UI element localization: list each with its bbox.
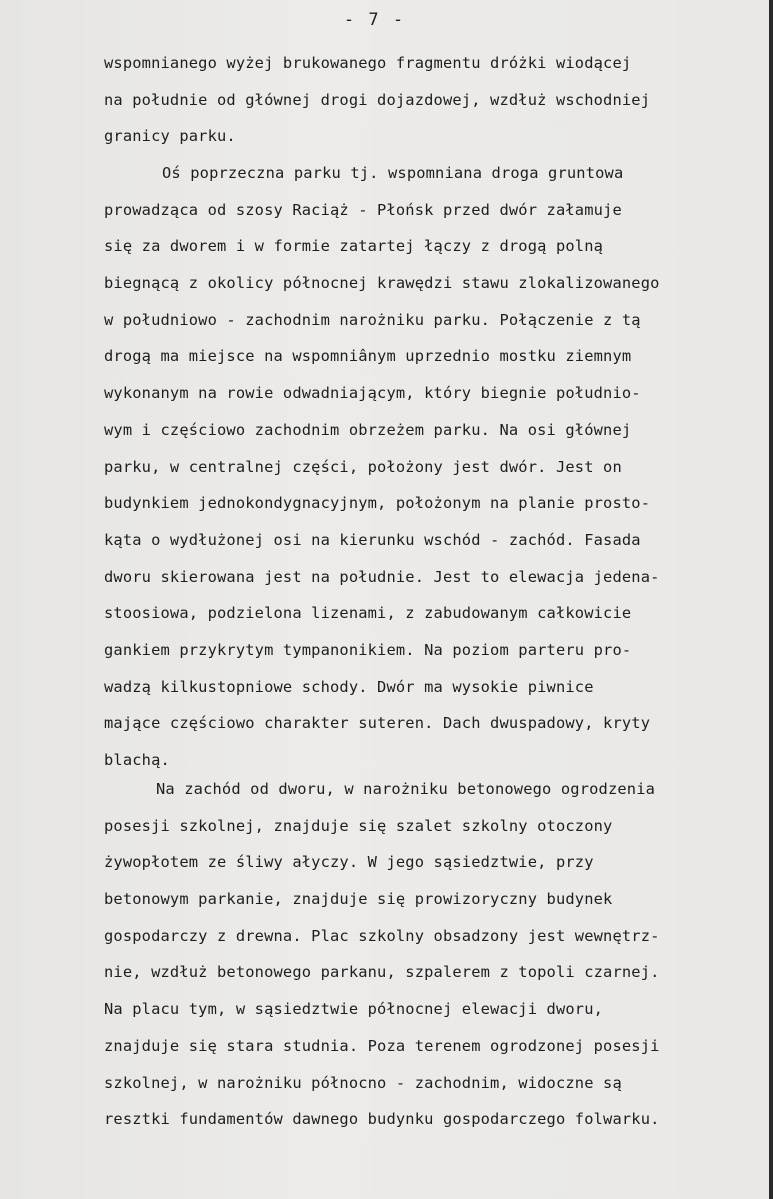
text-line: kąta o wydłużonej osi na kierunku wschód - zachód. Fasada bbox=[104, 530, 641, 549]
text-line: betonowym parkanie, znajduje się prowizoryczny budynek bbox=[104, 890, 613, 909]
paragraph-3 bbox=[104, 771, 764, 1138]
text-line: drogą ma miejsce na wspomniânym uprzednio mostku ziemnym bbox=[104, 347, 632, 366]
text-line: Na zachód od dworu, w narożniku betonowego ogrodzenia bbox=[156, 780, 656, 798]
text-line: gankiem przykrytym tympanonikiem. Na poziom parteru pro- bbox=[104, 640, 632, 659]
text-line: gospodarczy z drewna. Plac szkolny obsadzony jest wewnętrz- bbox=[104, 926, 660, 945]
text-line: żywopłotem ze śliwy ałyczy. W jego sąsiedztwie, przy bbox=[104, 853, 594, 872]
text-line: wspomnianego wyżej brukowanego fragmentu dróżki wiodącej bbox=[104, 54, 632, 72]
text-line: resztki fundamentów dawnego budynku gospodarczego folwarku. bbox=[104, 1110, 660, 1129]
text-line: się za dworem i w formie zatartej łączy z drogą polną bbox=[104, 237, 604, 256]
text-line: blachą. bbox=[104, 751, 170, 769]
text-line: dworu skierowana jest na południe. Jest to elewacja jedena- bbox=[104, 567, 660, 586]
text-line: Na placu tym, w sąsiedztwie północnej elewacji dworu, bbox=[104, 1000, 604, 1019]
text-line: granicy parku. bbox=[104, 127, 236, 146]
text-line: Oś poprzeczna parku tj. wspomniana droga gruntowa bbox=[162, 164, 624, 182]
text-line: w południowo - zachodnim narożniku parku. Połączenie z tą bbox=[104, 310, 641, 329]
text-line: mające częściowo charakter suteren. Dach dwuspadowy, kryty bbox=[104, 714, 651, 733]
text-line: stoosiowa, podzielona lizenami, z zabudowanym całkowicie bbox=[104, 604, 632, 623]
page-number: - 7 - bbox=[343, 10, 406, 30]
text-line: posesji szkolnej, znajduje się szalet szkolny otoczony bbox=[104, 816, 613, 835]
text-line: znajduje się stara studnia. Poza terenem ogrodzonej posesji bbox=[104, 1036, 660, 1055]
text-line: na południe od głównej drogi dojazdowej, wzdłuż wschodniej bbox=[104, 90, 651, 109]
paragraph-2 bbox=[104, 155, 764, 779]
page-right-edge bbox=[769, 0, 773, 1199]
text-line: wykonanym na rowie odwadniającym, który biegnie południo- bbox=[104, 384, 641, 403]
text-line: nie, wzdłuż betonowego parkanu, szpalerem z topoli czarnej. bbox=[104, 963, 660, 982]
text-line: wadzą kilkustopniowe schody. Dwór ma wysokie piwnice bbox=[104, 677, 594, 696]
text-line: szkolnej, w narożniku północno - zachodnim, widoczne są bbox=[104, 1073, 622, 1092]
text-line: prowadząca od szosy Raciąż - Płońsk przed dwór załamuje bbox=[104, 200, 622, 219]
text-line: parku, w centralnej części, położony jest dwór. Jest on bbox=[104, 457, 622, 476]
text-line: budynkiem jednokondygnacyjnym, położonym na planie prosto- bbox=[104, 494, 651, 513]
paragraph-1 bbox=[104, 45, 764, 155]
text-line: biegnącą z okolicy północnej krawędzi stawu zlokalizowanego bbox=[104, 274, 660, 293]
text-line: wym i częściowo zachodnim obrzeżem parku. Na osi głównej bbox=[104, 420, 632, 439]
